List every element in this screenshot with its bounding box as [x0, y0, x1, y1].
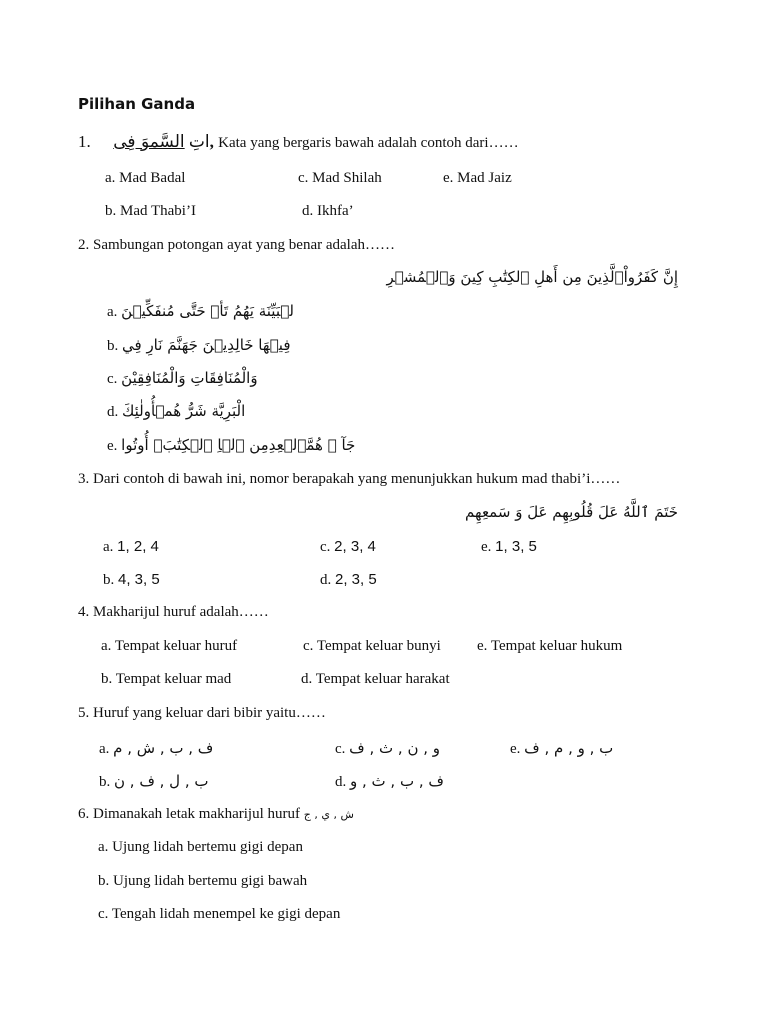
option-letter: e. — [481, 539, 492, 555]
option-letter: b. — [107, 338, 119, 354]
option-letter: d. — [107, 404, 119, 420]
option-arabic: ف , ب , ش , م — [113, 739, 214, 757]
option-a[interactable] — [107, 302, 294, 321]
option-letter: a. — [107, 304, 118, 320]
option-d[interactable]: d. Tempat keluar harakat — [301, 671, 450, 687]
option-b[interactable]: b. Mad Thabi’I — [105, 203, 196, 219]
question-number: 3. — [78, 471, 90, 487]
option-value: 2, 3, 5 — [335, 571, 377, 588]
option-d[interactable] — [107, 402, 245, 421]
ayat-prompt: خَتَمَ ٱللَّهُ عَلَ قُلُوبِهِم عَلَ وَ سَمعِهِم — [465, 503, 678, 521]
option-a[interactable] — [103, 538, 159, 556]
option-arabic: ب , ل , ف , ن — [114, 772, 209, 790]
question-number: 5. — [78, 705, 90, 721]
option-b[interactable]: b. Ujung lidah bertemu gigi bawah — [98, 873, 308, 889]
option-arabic: جَآ ۚ هُمَّٱلۡعِدِمِن ٱلۡاِ ٱلۡكِتَٰبَۚ أُوتُوا — [121, 436, 356, 454]
option-d[interactable] — [335, 772, 444, 791]
question-6 — [78, 806, 354, 823]
option-arabic: الْبَرِيَّة شَرُّ هُمۡأُولٰئِكَ — [122, 402, 246, 420]
option-value: 4, 3, 5 — [118, 571, 160, 588]
option-letter: b. — [99, 774, 111, 790]
question-text: Dimanakah letak makharijul huruf — [93, 806, 301, 822]
option-a[interactable]: a. Tempat keluar huruf — [101, 638, 238, 654]
question-4 — [78, 604, 269, 621]
arabic-letters: ش , ي , ج — [303, 808, 354, 821]
option-c[interactable]: c. Mad Shilah — [298, 170, 382, 186]
underlined-arabic-word: السَّموَ فِى — [113, 132, 185, 152]
question-5 — [78, 705, 326, 722]
option-value: 2, 3, 4 — [334, 538, 376, 555]
section-title: Pilihan Ganda — [78, 95, 196, 113]
option-letter: b. — [103, 572, 115, 588]
option-e[interactable]: e. Mad Jaiz — [443, 170, 512, 186]
option-b[interactable] — [103, 571, 160, 589]
option-letter: e. — [107, 438, 118, 454]
comma: , — [209, 132, 214, 151]
question-text: Dari contoh di bawah ini, nomor berapakah yang menunjukkan hukum mad thabi’i…… — [93, 471, 621, 487]
option-e[interactable] — [107, 436, 355, 455]
option-a[interactable] — [99, 739, 213, 758]
option-c[interactable]: c. Tengah lidah menempel ke gigi depan — [98, 906, 341, 922]
option-e[interactable] — [510, 739, 613, 758]
option-value: 1, 2, 4 — [117, 538, 159, 555]
option-letter: a. — [99, 741, 110, 757]
question-number: 4. — [78, 604, 90, 620]
question-number: 1. — [78, 132, 91, 151]
option-arabic: ب , و , م , ف — [524, 739, 614, 757]
option-letter: a. — [103, 539, 114, 555]
option-arabic: لۡبَيِّنَة يَهُمُ تَأۡ حَتَّى مُنفَكِّيۡنَ — [121, 302, 294, 320]
option-letter: c. — [320, 539, 331, 555]
question-text: Sambungan potongan ayat yang benar adalah…… — [93, 237, 395, 253]
question-1 — [78, 132, 519, 152]
question-text: Huruf yang keluar dari bibir yaitu…… — [93, 705, 326, 721]
option-d[interactable] — [320, 571, 377, 589]
option-letter: c. — [107, 371, 118, 387]
option-a[interactable]: a. Ujung lidah bertemu gigi depan — [98, 839, 303, 855]
option-c[interactable] — [107, 369, 258, 388]
question-number: 2. — [78, 237, 90, 253]
question-2 — [78, 237, 395, 254]
option-e[interactable] — [481, 538, 537, 556]
option-letter: d. — [335, 774, 347, 790]
question-text: Kata yang bergaris bawah adalah contoh dari…… — [218, 135, 519, 151]
option-letter: d. — [320, 572, 332, 588]
option-c[interactable] — [335, 739, 440, 758]
option-arabic: ف , ب , ث , و — [350, 772, 444, 790]
option-d[interactable]: d. Ikhfa’ — [302, 203, 354, 219]
option-arabic: و , ن , ث , ف — [349, 739, 441, 757]
question-number: 6. — [78, 806, 90, 822]
ayat-prompt: إِنَّ كَفَرُواْٱلَّذِينَ مِن أَهلِ ٱلكِتَٰبِ كِينَ وَٱلۡمُشۡرِ — [386, 268, 678, 286]
option-letter: c. — [335, 741, 346, 757]
option-b[interactable] — [99, 772, 209, 791]
question-text: Makharijul huruf adalah…… — [93, 604, 269, 620]
option-e[interactable]: e. Tempat keluar hukum — [477, 638, 623, 654]
option-arabic: فِيۡهَا خَالِدِيۡنَ جَهَنَّمَ نَارِ فِي — [122, 336, 291, 354]
option-b[interactable] — [107, 336, 291, 355]
option-arabic: وَالْمُنَافِقَاتِ وَالْمُنَافِقِيْنَ — [121, 369, 258, 387]
option-c[interactable]: c. Tempat keluar bunyi — [303, 638, 441, 654]
option-b[interactable]: b. Tempat keluar mad — [101, 671, 232, 687]
option-letter: e. — [510, 741, 521, 757]
question-3 — [78, 471, 620, 488]
option-c[interactable] — [320, 538, 376, 556]
option-a[interactable]: a. Mad Badal — [105, 170, 186, 186]
arabic-word: اتِ — [188, 132, 210, 152]
option-value: 1, 3, 5 — [495, 538, 537, 555]
